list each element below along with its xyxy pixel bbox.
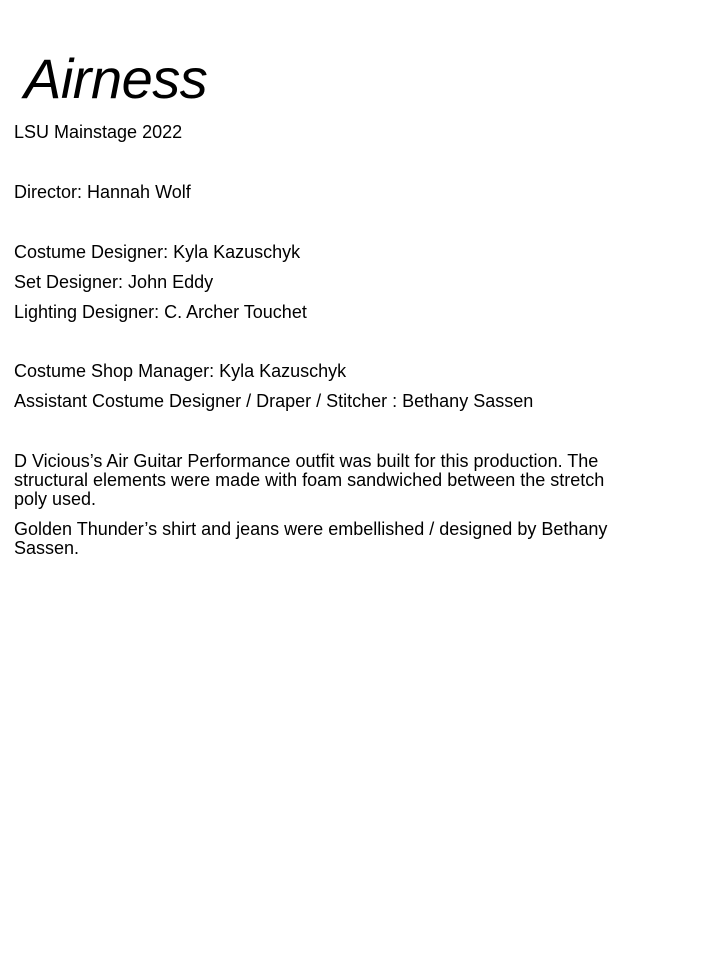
note-paragraph-outfit: D Vicious’s Air Guitar Performance outfit was built for this production. The structural elements were made with foam sandwiched between the stretch poly used. <box>14 451 605 509</box>
costume-shop-manager-credit: Costume Shop Manager: Kyla Kazuschyk <box>14 361 347 381</box>
production-subtitle: LSU Mainstage 2022 <box>14 122 183 142</box>
director-credit: Director: Hannah Wolf <box>14 182 191 202</box>
note-paragraph-golden-thunder: Golden Thunder’s shirt and jeans were embellished / designed by Bethany Sassen. <box>14 519 608 558</box>
page-title: Airness <box>24 47 208 110</box>
lighting-designer-credit: Lighting Designer: C. Archer Touchet <box>14 302 307 322</box>
assistant-costume-designer-credit: Assistant Costume Designer / Draper / Stitcher : Bethany Sassen <box>14 391 534 411</box>
costume-designer-credit: Costume Designer: Kyla Kazuschyk <box>14 242 301 262</box>
set-designer-credit: Set Designer: John Eddy <box>14 272 214 292</box>
